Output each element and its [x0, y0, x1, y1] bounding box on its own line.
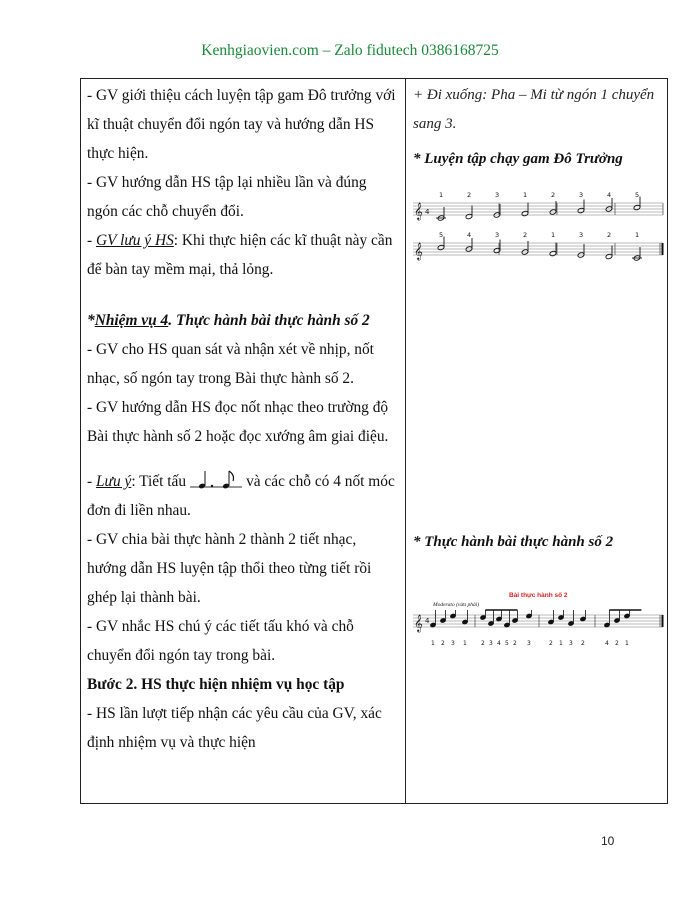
- students-text: - HS lần lượt tiếp nhận các yêu cầu của GV, xác định nhiệm vụ và thực hiện: [87, 705, 382, 751]
- practice-title: Bài thực hành số 2: [509, 592, 568, 599]
- finger-number: 3: [495, 191, 500, 199]
- descend-text: + Đi xuống: Pha – Mi từ ngón 1 chuyển sang 3.: [413, 87, 655, 132]
- remind-text: - GV nhắc HS chú ý các tiết tấu khó và chỗ chuyển đổi ngón tay trong bài.: [87, 618, 354, 664]
- scale-sheet-music: [411, 185, 665, 265]
- finger-number: 2: [615, 640, 619, 647]
- finger-number: 3: [579, 231, 584, 239]
- rhythm-note-text: [87, 467, 399, 525]
- teacher-note-body: : Khi thực hiện các kĩ thuật này cần để bàn tay mềm mại, thả lỏng.: [87, 232, 393, 278]
- teacher-note-label: GV lưu ý HS: [95, 232, 174, 249]
- finger-number: 1: [635, 231, 640, 239]
- finger-number: 3: [495, 231, 500, 239]
- finger-number: 5: [439, 231, 444, 239]
- page-header: [0, 42, 700, 60]
- finger-number: 4: [605, 640, 609, 647]
- finger-number: 2: [549, 640, 553, 647]
- finger-number: 2: [441, 640, 445, 647]
- task4-heading: [87, 306, 399, 335]
- finger-number: 2: [551, 191, 556, 199]
- header-separator: –: [318, 42, 335, 59]
- task4-label: Nhiệm vụ 4: [94, 312, 169, 329]
- finger-number: 4: [497, 640, 501, 647]
- finger-number: 1: [463, 640, 467, 647]
- header-contact: Zalo fidutech 0386168725: [334, 42, 499, 59]
- finger-number: 2: [467, 191, 472, 199]
- treble-clef-icon-2: 𝄞: [414, 242, 423, 260]
- rhythm-note-prefix: -: [87, 473, 96, 490]
- left-column: [87, 81, 399, 757]
- observe-text: - GV cho HS quan sát và nhận xét về nhịp, nốt nhạc, số ngón tay trong Bài thực hành số 2.: [87, 341, 374, 387]
- teacher-repeat-text: - GV hướng dẫn HS tập lại nhiều lần và đúng ngón các chỗ chuyển đổi.: [87, 174, 367, 220]
- finger-number: 1: [625, 640, 629, 647]
- finger-number: 4: [467, 231, 472, 239]
- finger-number: 3: [489, 640, 493, 647]
- finger-number: 5: [505, 640, 509, 647]
- rhythm-note-label: Lưu ý: [95, 473, 132, 490]
- practice-heading: * Thực hành bài thực hành số 2: [413, 534, 614, 550]
- rhythm-note-after: và các chỗ có 4 nốt móc đơn đi liền nhau.: [87, 473, 395, 519]
- finger-number: 1: [551, 231, 556, 239]
- finger-number: 5: [635, 191, 640, 199]
- treble-clef-icon: 𝄞: [414, 202, 423, 220]
- note-prefix: -: [87, 232, 96, 249]
- split-text: - GV chia bài thực hành 2 thành 2 tiết nhạc, hướng dẫn HS luyện tập thổi theo từng tiết rồi ghép lại thành bài.: [87, 531, 372, 606]
- finger-number: 1: [439, 191, 444, 199]
- reading-text: - GV hướng dẫn HS đọc nốt nhạc theo trường độ Bài thực hành số 2 hoặc đọc xướng âm giai điệu.: [87, 399, 389, 445]
- rhythm-notation-image: [190, 468, 242, 494]
- finger-number: 4: [607, 191, 612, 199]
- finger-number: 1: [523, 191, 528, 199]
- teacher-note-text: [87, 226, 399, 284]
- svg-text:4: 4: [425, 208, 430, 216]
- finger-number: 3: [569, 640, 573, 647]
- practice-tempo: Moderato (vừa phải): [433, 602, 480, 608]
- page-number: 10: [601, 834, 615, 848]
- finger-number: 3: [527, 640, 531, 647]
- finger-number: 2: [607, 231, 612, 239]
- right-column: [413, 81, 663, 557]
- task4-star: *: [87, 312, 95, 329]
- practice-sheet-music: [411, 585, 665, 651]
- finger-number: 3: [451, 640, 455, 647]
- finger-number: 3: [579, 191, 584, 199]
- scale-staff-2: [413, 231, 663, 261]
- finger-number: 1: [431, 640, 435, 647]
- finger-number: 2: [481, 640, 485, 647]
- finger-number: 2: [513, 640, 517, 647]
- column-divider: [405, 79, 406, 803]
- finger-number: 2: [523, 231, 528, 239]
- scale-staff-1: [413, 191, 663, 221]
- finger-number: 2: [581, 640, 585, 647]
- task4-title: . Thực hành bài thực hành số 2: [168, 312, 370, 329]
- header-site: Kenhgiaovien.com: [201, 42, 319, 59]
- scale-heading: * Luyện tập chạy gam Đô Trưởng: [413, 151, 623, 167]
- teacher-intro-text: - GV giới thiệu cách luyện tập gam Đô trưởng với kĩ thuật chuyển đổi ngón tay và hướng dẫn HS thực hiện.: [87, 87, 396, 162]
- svg-text:4: 4: [425, 617, 430, 625]
- lesson-table: [80, 78, 668, 804]
- finger-number: 1: [559, 640, 563, 647]
- step2-heading: Bước 2. HS thực hiện nhiệm vụ học tập: [87, 676, 345, 693]
- rhythm-note-mid: : Tiết tấu: [131, 473, 187, 490]
- treble-clef-icon-3: 𝄞: [414, 614, 423, 632]
